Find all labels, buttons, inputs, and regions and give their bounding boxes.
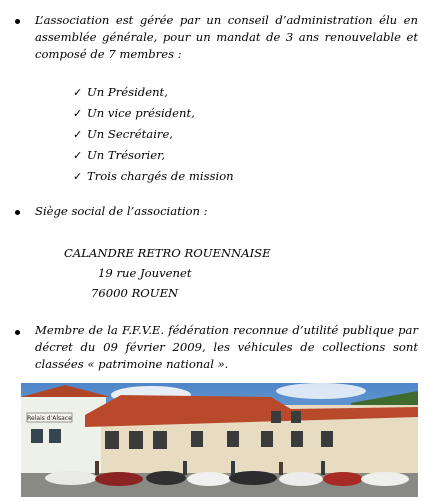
address-name: CALANDRE RETRO ROUENNAISE: [64, 246, 271, 260]
bullet-2: [15, 210, 20, 215]
address-street: 19 rue Jouvenet: [98, 266, 192, 280]
check-icon: ✓: [73, 170, 83, 183]
check-icon: ✓: [73, 86, 83, 99]
member-label: Un Secrétaire,: [87, 127, 173, 141]
list-item: [73, 124, 234, 145]
member-label: Un vice président,: [87, 106, 195, 120]
member-list: [73, 82, 234, 187]
council-paragraph: L’association est gérée par un conseil d’administration élu en assemblée générale, pour un mandat de 3 ans renouvelable et composé de 7 membres :: [35, 13, 418, 61]
list-item: [73, 103, 234, 124]
bullet-1: [15, 19, 20, 24]
check-icon: ✓: [73, 107, 83, 120]
classic-cars-photo: [21, 383, 418, 497]
bullet-3: [15, 330, 20, 335]
ffve-paragraph: Membre de la F.F.V.E. fédération reconnue d’utilité publique par décret du 09 février 2009, les véhicules de collections sont classées « patrimoine national ».: [35, 323, 418, 371]
address-city: 76000 ROUEN: [91, 286, 179, 300]
member-label: Un Trésorier,: [87, 148, 166, 162]
list-item: [73, 145, 234, 166]
check-icon: ✓: [73, 128, 83, 141]
photo-sign: Relais d'Alsace: [27, 415, 72, 422]
member-label: Trois chargés de mission: [87, 169, 234, 183]
check-icon: ✓: [73, 149, 83, 162]
member-label: Un Président,: [87, 85, 168, 99]
headquarters-label: Siège social de l’association :: [35, 204, 208, 218]
list-item: [73, 166, 234, 187]
list-item: [73, 82, 234, 103]
